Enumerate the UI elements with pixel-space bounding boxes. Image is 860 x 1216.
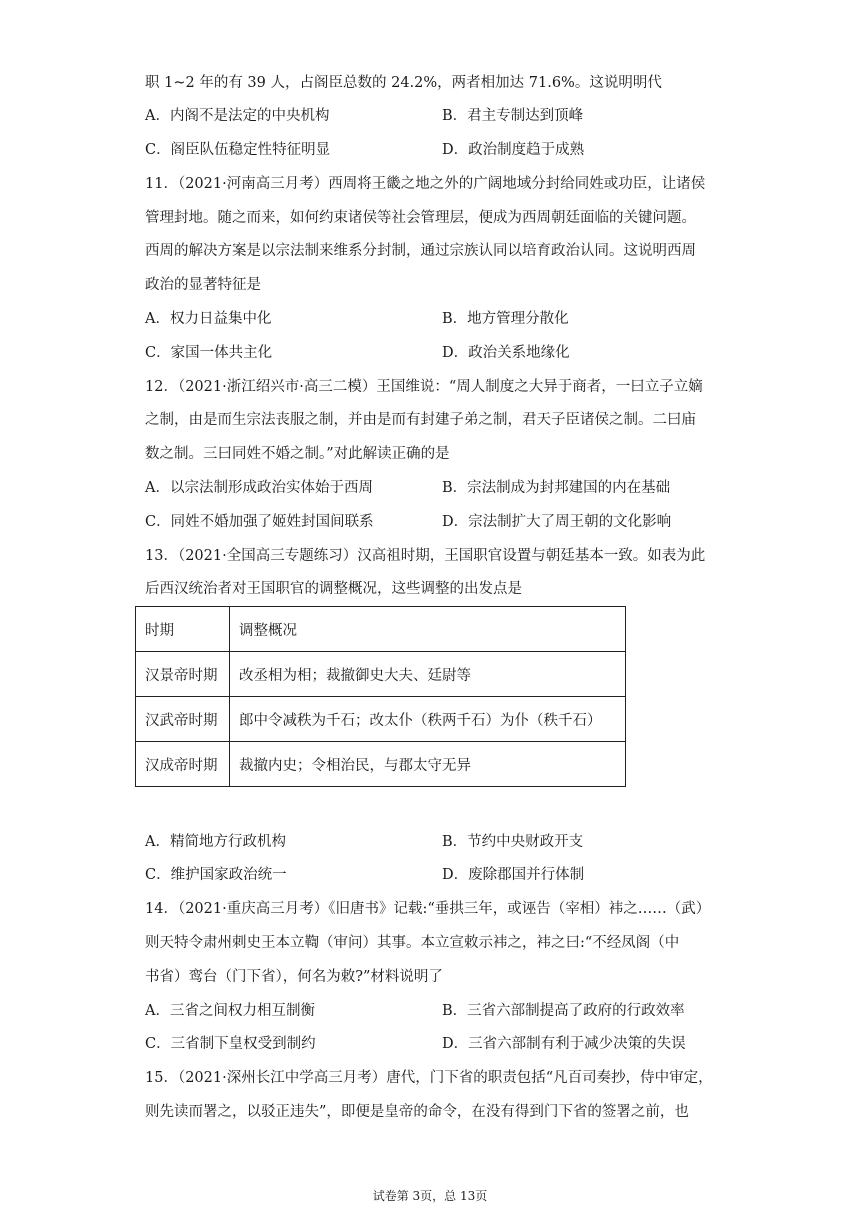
q11-option-d: D．政治关系地缘化 — [442, 345, 570, 361]
q11-option-b: B．地方管理分散化 — [442, 311, 569, 327]
question-14-line-2: 则天特令肃州刺史王本立鞫（审问）其事。本立宣敕示袆之，袆之曰:“不经凤阁（中 — [145, 935, 680, 951]
q12-option-c: C．同姓不婚加强了姬姓封国间联系 — [145, 514, 374, 530]
table-cell: 郎中令减秩为千石；改太仆（秩两千石）为仆（秩千石） — [230, 697, 626, 742]
table-row — [136, 742, 626, 787]
q10-option-c: C．阁臣队伍稳定性特征明显 — [145, 142, 331, 158]
table-row — [136, 697, 626, 742]
table-cell: 裁撤内史；令相治民，与郡太守无异 — [230, 742, 626, 787]
q11-option-a: A．权力日益集中化 — [145, 311, 272, 327]
table-header-cell: 时期 — [136, 607, 230, 652]
table-header-cell: 调整概况 — [230, 607, 626, 652]
q10-option-d: D．政治制度趋于成熟 — [442, 142, 585, 158]
q12-option-a: A．以宗法制形成政治实体始于西周 — [145, 480, 373, 496]
question-12-line-3: 数之制。三曰同姓不婚之制。”对此解读正确的是 — [145, 446, 450, 462]
question-11-line-1: 11．（2021·河南高三月考）西周将王畿之地之外的广阔地域分封给同姓或功臣，让诸侯 — [145, 176, 706, 192]
question-11-line-2: 管理封地。随之而来，如何约束诸侯等社会管理层，便成为西周朝廷面临的关键问题。 — [145, 210, 696, 226]
q12-option-b: B．宗法制成为封邦建国的内在基础 — [442, 480, 671, 496]
question-15-line-2: 则先读而署之，以驳正违失”，即便是皇帝的命令，在没有得到门下省的签署之前，也 — [145, 1104, 689, 1120]
question-12-line-2: 之制，由是而生宗法丧服之制，并由是而有封建子弟之制，君天子臣诸侯之制。二曰庙 — [145, 412, 696, 428]
table-cell: 汉景帝时期 — [136, 652, 230, 697]
q13-option-b: B．节约中央财政开支 — [442, 834, 584, 850]
question-14-line-3: 书省）鸾台（门下省），何名为敕?”材料说明了 — [145, 969, 443, 985]
table-row — [136, 652, 626, 697]
question-14-line-1: 14．（2021·重庆高三月考）《旧唐书》记载:“垂拱三年，或诬告（宰相）袆之……（武） — [145, 901, 711, 917]
question-11-line-3: 西周的解决方案是以宗法制来维系分封制，通过宗族认同以培育政治认同。这说明西周 — [145, 243, 696, 259]
q11-option-c: C．家国一体共主化 — [145, 345, 273, 361]
q14-option-c: C．三省制下皇权受到制约 — [145, 1036, 316, 1052]
question-13-line-2: 后西汉统治者对王国职官的调整概况，这些调整的出发点是 — [145, 581, 522, 597]
table-cell: 改丞相为相；裁撤御史大夫、廷尉等 — [230, 652, 626, 697]
q12-option-d: D．宗法制扩大了周王朝的文化影响 — [442, 514, 672, 530]
table-header-row — [136, 607, 626, 652]
page-footer: 试卷第 3页，总 13页 — [372, 1189, 488, 1203]
question-12-line-1: 12．（2021·浙江绍兴市·高三二模）王国维说：“周人制度之大异于商者，一曰立子立嫡 — [145, 379, 703, 395]
q13-option-d: D．废除郡国并行体制 — [442, 867, 585, 883]
q10-option-a: A．内阁不是法定的中央机构 — [145, 108, 330, 124]
q14-option-d: D．三省六部制有利于减少决策的失误 — [442, 1036, 686, 1052]
question-13-line-1: 13．（2021·全国高三专题练习）汉高祖时期，王国职官设置与朝廷基本一致。如表为此 — [145, 548, 706, 564]
question-10-continuation: 职 1~2 年的有 39 人，占阁臣总数的 24.2%，两者相加达 71.6%。这说明明代 — [145, 75, 662, 91]
question-11-line-4: 政治的显著特征是 — [145, 277, 261, 293]
table-cell: 汉武帝时期 — [136, 697, 230, 742]
q10-option-b: B．君主专制达到顶峰 — [442, 108, 584, 124]
adjustment-table — [135, 606, 626, 787]
q13-option-a: A．精简地方行政机构 — [145, 834, 286, 850]
q13-option-c: C．维护国家政治统一 — [145, 867, 287, 883]
q14-option-b: B．三省六部制提高了政府的行政效率 — [442, 1003, 685, 1019]
q14-option-a: A．三省之间权力相互制衡 — [145, 1003, 315, 1019]
table-cell: 汉成帝时期 — [136, 742, 230, 787]
question-15-line-1: 15．（2021·深州长江中学高三月考）唐代，门下省的职责包括“凡百司奏抄，侍中审定， — [145, 1070, 713, 1086]
